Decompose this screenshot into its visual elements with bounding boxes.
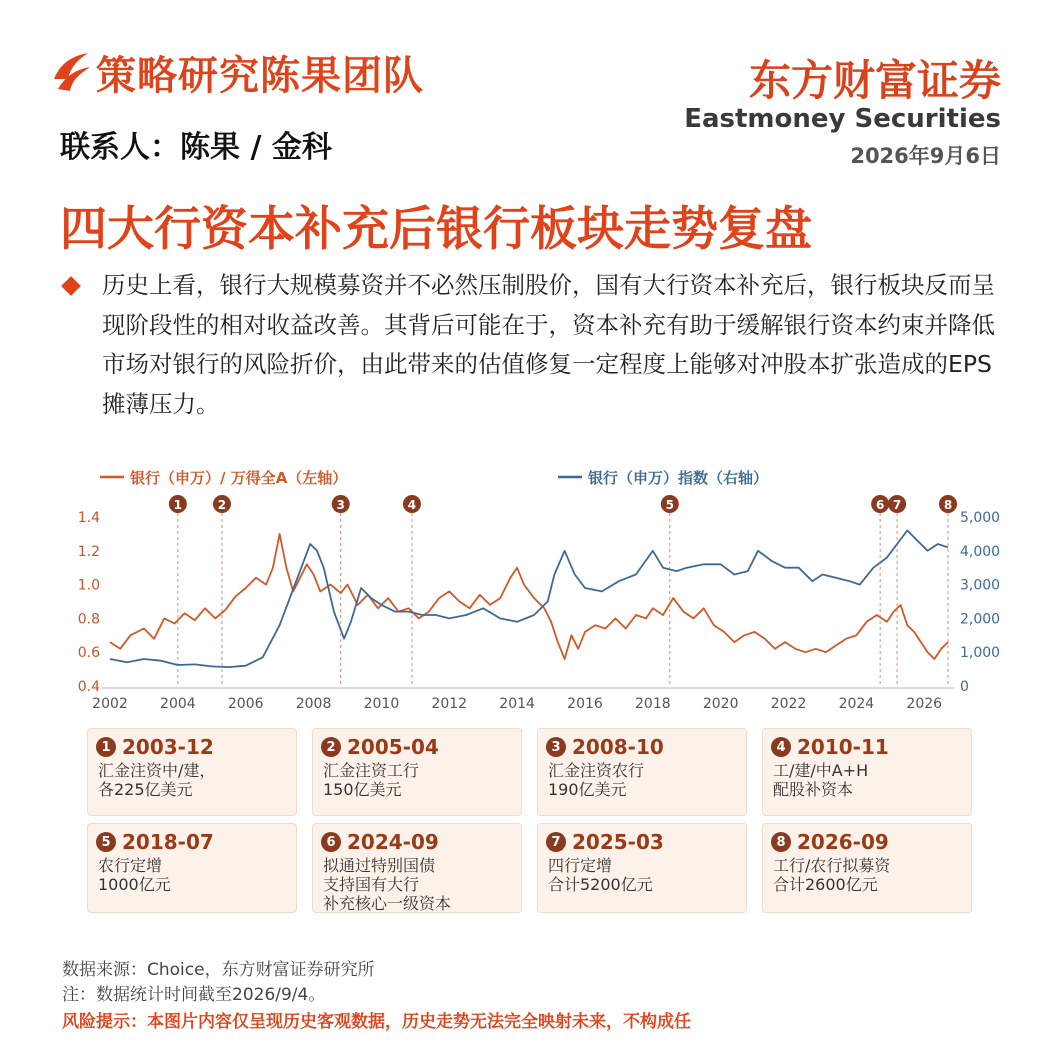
report-date: 2026年9月6日 — [850, 144, 1001, 168]
team-brand — [48, 44, 424, 101]
event-card-4 — [762, 728, 972, 816]
event-date: 2005-04 — [347, 735, 439, 759]
firm-name-en: Eastmoney Securities — [684, 104, 1001, 134]
x-tick-label: 2022 — [770, 696, 807, 712]
x-tick-label: 2014 — [499, 696, 535, 712]
event-description: 四行定增 合计5200亿元 — [548, 856, 653, 894]
event-number-badge: 2 — [321, 737, 341, 757]
event-card-8 — [762, 823, 972, 913]
y-right-tick-label: 2,000 — [960, 611, 1001, 628]
event-card-header — [771, 830, 971, 854]
firm-name-cn: 东方财富证券 — [748, 56, 1001, 105]
event-card-header — [96, 735, 296, 759]
y-left-tick-label: 0.6 — [77, 645, 100, 662]
event-description: 汇金注资工行 150亿美元 — [323, 761, 420, 799]
event-card-7 — [537, 823, 747, 913]
event-number-badge: 7 — [546, 832, 566, 852]
event-card-6 — [312, 823, 522, 913]
event-number-badge: 1 — [96, 737, 116, 757]
event-date: 2018-07 — [122, 830, 214, 854]
x-tick-label: 2024 — [838, 696, 875, 712]
event-date: 2024-09 — [347, 830, 439, 854]
x-tick-label: 2008 — [295, 696, 332, 712]
x-tick-label: 2026 — [906, 696, 943, 712]
event-marker-label-7: 7 — [892, 498, 902, 512]
event-number-badge: 6 — [321, 832, 341, 852]
y-right-tick-label: 4,000 — [960, 543, 1001, 560]
event-number-badge: 4 — [771, 737, 791, 757]
event-marker-label-6: 6 — [875, 498, 885, 512]
legend-label-2: 银行（申万）指数（右轴） — [588, 469, 769, 487]
y-right-tick-label: 0 — [960, 679, 969, 695]
event-description: 农行定增 1000亿元 — [98, 856, 171, 894]
event-card-1 — [87, 728, 297, 816]
x-tick-label: 2002 — [92, 696, 128, 712]
plot-background — [110, 477, 948, 686]
event-marker-label-1: 1 — [173, 498, 183, 512]
team-name: 策略研究陈果团队 — [96, 53, 424, 99]
event-card-header — [321, 830, 521, 854]
event-date: 2010-11 — [797, 735, 889, 759]
event-card-header — [771, 735, 971, 759]
event-marker-label-4: 4 — [407, 498, 417, 512]
x-tick-label: 2004 — [160, 696, 196, 712]
page-title: 四大行资本补充后银行板块走势复盘 — [60, 202, 812, 257]
event-marker-label-2: 2 — [217, 498, 227, 512]
event-number-badge: 5 — [96, 832, 116, 852]
y-left-tick-label: 0.4 — [77, 679, 100, 695]
risk-warning: 风险提示：本图片内容仅呈现历史客观数据，历史走势无法完全映射未来，不构成任 — [62, 1012, 691, 1032]
summary-paragraph: 历史上看，银行大规模募资并不必然压制股价，国有大行资本补充后，银行板块反而呈现阶段性的相对收益改善。其背后可能在于，资本补充有助于缓解银行资本约束并降低市场对银行的风险折价，由此带来的估值修复一定程度上能够对冲股本扩张造成的EPS摊薄压力。 — [102, 271, 995, 418]
y-left-tick-label: 1.0 — [77, 577, 100, 594]
event-card-5 — [87, 823, 297, 913]
event-description: 汇金注资农行 190亿美元 — [548, 761, 645, 799]
y-left-tick-label: 1.2 — [77, 543, 100, 560]
event-card-2 — [312, 728, 522, 816]
event-card-header — [546, 735, 746, 759]
event-date: 2025-03 — [572, 830, 664, 854]
event-marker-label-3: 3 — [336, 498, 345, 512]
x-tick-label: 2006 — [227, 696, 264, 712]
event-description: 工/建/中A+H 配股补资本 — [773, 761, 869, 799]
x-tick-label: 2012 — [431, 696, 468, 712]
x-tick-label: 2018 — [635, 696, 671, 712]
event-marker-label-5: 5 — [665, 498, 674, 512]
event-date: 2008-10 — [572, 735, 664, 759]
line-chart — [0, 455, 1055, 725]
x-tick-label: 2016 — [567, 696, 603, 712]
chart-container — [0, 455, 1055, 725]
legend-label-1: 银行（申万）/ 万得全A（左轴） — [130, 469, 348, 487]
event-description: 工行/农行拟募资 合计2600亿元 — [773, 856, 891, 894]
y-left-tick-label: 0.8 — [77, 611, 100, 628]
diamond-bullet-icon — [61, 276, 81, 296]
event-description: 汇金注资中/建， 各225亿美元 — [98, 761, 216, 799]
event-date: 2026-09 — [797, 830, 889, 854]
contact-line: 联系人：陈果 / 金科 — [60, 130, 332, 165]
event-card-header — [321, 735, 521, 759]
data-source: 数据来源：Choice，东方财富证券研究所 — [62, 960, 375, 980]
y-right-tick-label: 3,000 — [960, 577, 1001, 594]
event-number-badge: 3 — [546, 737, 566, 757]
event-card-3 — [537, 728, 747, 816]
event-number-badge: 8 — [771, 832, 791, 852]
event-card-header — [96, 830, 296, 854]
y-left-tick-label: 1.4 — [77, 510, 100, 526]
event-description: 拟通过特别国债 支持国有大行 补充核心一级资本 — [323, 856, 452, 913]
x-tick-label: 2020 — [702, 696, 739, 712]
y-right-tick-label: 5,000 — [960, 510, 1001, 526]
event-card-header — [546, 830, 746, 854]
x-tick-label: 2010 — [363, 696, 400, 712]
y-right-tick-label: 1,000 — [960, 645, 1001, 662]
event-date: 2003-12 — [122, 735, 214, 759]
event-marker-label-8: 8 — [943, 498, 953, 512]
data-note: 注：数据统计时间截至2026/9/4。 — [62, 985, 326, 1005]
flame-logo-icon — [48, 49, 96, 97]
